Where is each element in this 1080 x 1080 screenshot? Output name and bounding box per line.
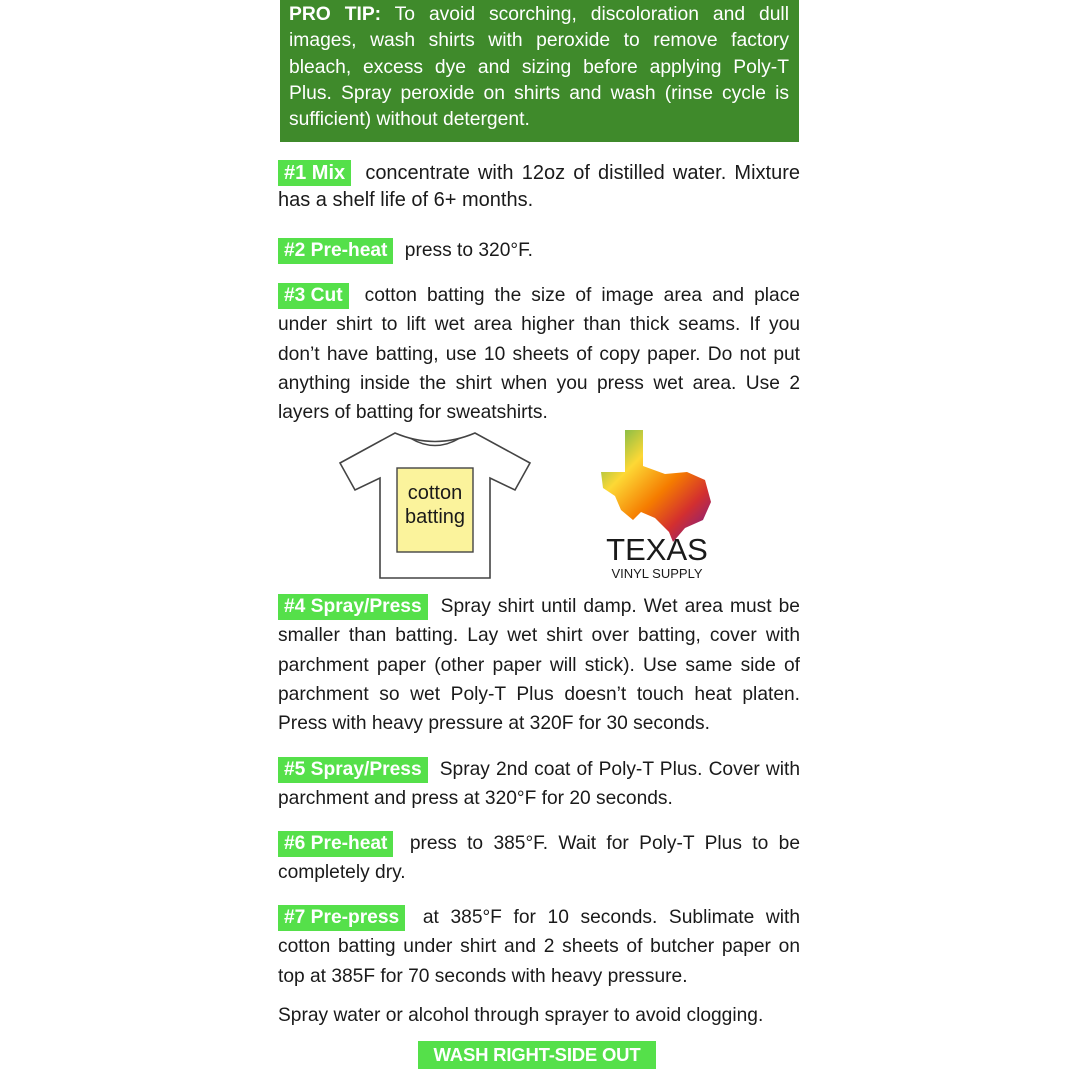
step-2-badge: #2 Pre-heat: [278, 238, 393, 264]
logo-name: TEXAS: [606, 532, 708, 567]
step-4-text: Spray shirt until damp. Wet area must be smaller than batting. Lay wet shirt over batting, cover with parchment paper (other paper will stick). Use same side of parchment so wet Poly-T Plus doesn’t touch heat platen. Press with heavy pressure at 320F for 30 seconds.: [278, 596, 800, 735]
step-5-badge: #5 Spray/Press: [278, 757, 428, 783]
texas-vinyl-supply-logo: [595, 428, 725, 583]
step-1-text: concentrate with 12oz of distilled water. Mixture has a shelf life of 6+ months.: [278, 162, 800, 211]
step-3-badge: #3 Cut: [278, 283, 349, 309]
step-6-text: press to 385°F. Wait for Poly-T Plus to be completely dry.: [278, 833, 800, 884]
tshirt-illustration: [335, 428, 535, 583]
pro-tip-text: To avoid scorching, discoloration and dull images, wash shirts with peroxide to remove factory bleach, excess dye and sizing before applying Poly-T Plus. Spray peroxide on shirts and wash (rinse cycle is sufficient) without detergent.: [289, 4, 789, 131]
step-7-badge: #7 Pre-press: [278, 905, 405, 931]
wash-right-side-out-banner: WASH RIGHT-SIDE OUT: [418, 1041, 656, 1069]
step-4-badge: #4 Spray/Press: [278, 594, 428, 620]
pro-tip-label: PRO TIP:: [289, 4, 382, 25]
step-5-text: Spray 2nd coat of Poly-T Plus. Cover with parchment and press at 320°F for 20 seconds.: [278, 759, 800, 810]
step-7: [278, 903, 800, 991]
illustration-label-2: batting: [404, 506, 466, 528]
texas-shape-icon: [601, 430, 711, 542]
step-1: [278, 160, 800, 213]
step-2: [278, 236, 800, 265]
pro-tip-box: [280, 0, 799, 142]
step-3-text: cotton batting the size of image area and place under shirt to lift wet area higher than thick seams. If you don’t have batting, use 10 sheets of copy paper. Do not put anything inside the shirt when you press wet area. Use 2 layers of batting for sweatshirts.: [278, 285, 800, 424]
step-1-badge: #1 Mix: [278, 160, 351, 186]
step-4: [278, 592, 800, 738]
sprayer-note: Spray water or alcohol through sprayer to avoid clogging.: [278, 1005, 764, 1026]
step-5: [278, 755, 800, 814]
step-3: [278, 281, 800, 427]
step-7-text: at 385°F for 10 seconds. Sublimate with cotton batting under shirt and 2 sheets of butcher paper on top at 385F for 70 seconds with heavy pressure.: [278, 907, 800, 987]
logo-subtitle: VINYL SUPPLY: [611, 566, 703, 581]
step-6-badge: #6 Pre-heat: [278, 831, 393, 857]
step-6: [278, 829, 800, 888]
step-2-text: press to 320°F.: [404, 240, 533, 261]
illustration-label-1: cotton: [407, 482, 463, 504]
